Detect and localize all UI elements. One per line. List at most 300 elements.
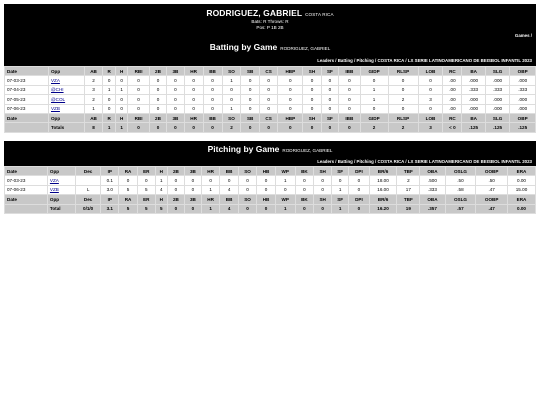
- stat-cell: 0: [388, 104, 418, 113]
- stat-cell: 1: [360, 85, 388, 94]
- batting-table: [4, 66, 536, 133]
- player-positions: Pos: P 1B 2B: [256, 25, 284, 30]
- column-header: R: [103, 67, 115, 76]
- column-header: RBI: [128, 67, 149, 76]
- stat-cell: 0: [167, 176, 184, 185]
- column-header: BA: [462, 67, 485, 76]
- stat-cell: 0: [137, 176, 155, 185]
- stat-cell: 0: [149, 85, 166, 94]
- total-cell: .47: [476, 204, 508, 213]
- total-cell: 2: [388, 123, 418, 132]
- stat-cell: 0: [418, 85, 443, 94]
- table-row: [5, 176, 536, 185]
- column-header: HB: [257, 195, 275, 204]
- stat-cell: 0: [303, 95, 321, 104]
- stat-cell: 0: [259, 95, 277, 104]
- stat-cell: 0: [103, 104, 115, 113]
- stat-cell: 0: [115, 104, 127, 113]
- stat-cell: 5: [119, 185, 137, 194]
- table-row: [5, 185, 536, 194]
- totals-row: [5, 123, 536, 132]
- pitching-title: Pitching by Game RODRIGUEZ, GABRIEL: [207, 144, 333, 154]
- table-row: [5, 95, 536, 104]
- stat-cell: 0: [259, 85, 277, 94]
- date-cell: 07-05-23: [5, 95, 49, 104]
- stat-cell: 0: [275, 185, 295, 194]
- column-header: SF: [332, 167, 349, 176]
- column-header: Dec: [75, 167, 100, 176]
- total-cell: 19: [397, 204, 420, 213]
- total-cell: 4: [220, 204, 238, 213]
- column-header: Date: [5, 67, 49, 76]
- column-header: IBB: [339, 67, 360, 76]
- column-header: Date: [5, 167, 48, 176]
- opponent-link[interactable]: @CHI: [50, 87, 64, 93]
- column-header: R: [103, 113, 115, 122]
- total-cell: 0: [339, 123, 360, 132]
- stat-cell: 15.00: [508, 185, 536, 194]
- stat-cell: 0: [339, 85, 360, 94]
- stat-cell: 0: [303, 76, 321, 85]
- date-cell: 07-03-23: [5, 76, 49, 85]
- totals-label: Totals: [48, 123, 84, 132]
- stat-cell: 0: [314, 176, 332, 185]
- column-header: 2B: [149, 67, 166, 76]
- stat-cell: 1: [275, 176, 295, 185]
- column-header: ERA: [508, 167, 536, 176]
- column-header: HBP: [278, 113, 303, 122]
- total-cell: 0: [259, 123, 277, 132]
- column-header: HB: [257, 167, 275, 176]
- stat-cell: .333: [420, 185, 445, 194]
- column-header: 3B: [167, 67, 184, 76]
- total-cell: 5: [119, 204, 137, 213]
- stat-cell: 0: [339, 76, 360, 85]
- column-header: OBA: [420, 195, 445, 204]
- column-header: BR/6: [369, 195, 397, 204]
- stat-cell: 0: [149, 76, 166, 85]
- stat-cell: 0: [128, 76, 149, 85]
- column-header: Opp: [47, 195, 75, 204]
- stat-cell: .000: [462, 76, 485, 85]
- stat-cell: 4: [220, 185, 238, 194]
- column-header: 2B: [167, 195, 184, 204]
- stat-cell: 1: [222, 104, 241, 113]
- column-header: GIDP: [360, 67, 388, 76]
- stat-cell: 0: [167, 95, 184, 104]
- footer-header-row: [5, 195, 536, 204]
- stat-cell: 17: [397, 185, 420, 194]
- stat-cell: 0: [349, 176, 369, 185]
- totals-spacer: [5, 204, 48, 213]
- column-header: SB: [241, 67, 259, 76]
- stat-cell: .500: [420, 176, 445, 185]
- column-header: HR: [184, 67, 203, 76]
- column-header: HR: [201, 167, 219, 176]
- stat-cell: 0: [167, 185, 184, 194]
- column-header: AB: [84, 67, 103, 76]
- stat-cell: 0: [222, 85, 241, 94]
- total-cell: 1: [332, 204, 349, 213]
- stat-cell: 2: [388, 95, 418, 104]
- column-header: TBF: [397, 167, 420, 176]
- stat-cell: 0: [128, 95, 149, 104]
- stat-cell: 0: [303, 85, 321, 94]
- column-header: BR/6: [369, 167, 397, 176]
- column-header: RC: [443, 113, 462, 122]
- column-header: LOB: [418, 113, 443, 122]
- total-cell: 0: [184, 123, 203, 132]
- column-header: HR: [201, 195, 219, 204]
- column-header: Date: [5, 195, 48, 204]
- column-header: SH: [314, 167, 332, 176]
- column-header: SH: [303, 113, 321, 122]
- stat-cell: 0: [339, 104, 360, 113]
- total-cell: 5: [155, 204, 167, 213]
- player-team: COSTA RICA: [305, 12, 334, 17]
- column-header: SB: [241, 113, 259, 122]
- stat-cell: 0: [259, 76, 277, 85]
- stat-cell: 0: [203, 95, 222, 104]
- pitching-breadcrumb[interactable]: Leaders / Batting / Pitching / COSTA RICA / LX SERIE LATINOAMERICANO DE BEISBOL INFANTIL 2023: [317, 159, 532, 164]
- column-header: BB: [220, 195, 238, 204]
- column-header: SLG: [485, 67, 509, 76]
- batting-breadcrumb[interactable]: Leaders / Batting / Pitching / COSTA RICA / LX SERIE LATINOAMERICANO DE BEISBOL INFANTIL 2023: [317, 58, 532, 63]
- totals-spacer: [5, 123, 49, 132]
- stat-cell: 0: [103, 95, 115, 104]
- column-header: ER: [137, 167, 155, 176]
- stat-cell: .000: [510, 76, 536, 85]
- header-row: [5, 167, 536, 176]
- stat-cell: 0: [295, 185, 313, 194]
- stat-cell: .58: [445, 185, 476, 194]
- footer-header-row: [5, 113, 536, 122]
- date-cell: 07-06-23: [5, 185, 48, 194]
- column-header: SF: [321, 113, 338, 122]
- column-header: AB: [84, 113, 103, 122]
- column-header: RC: [443, 67, 462, 76]
- stat-cell: 0: [278, 95, 303, 104]
- opponent-link[interactable]: VZA: [49, 178, 59, 184]
- stat-cell: 0: [222, 95, 241, 104]
- stat-cell: 1: [84, 104, 103, 113]
- total-cell: 0: [321, 123, 338, 132]
- stat-cell: 3: [84, 85, 103, 94]
- total-cell: 0: [184, 204, 201, 213]
- stat-cell: 0: [184, 76, 203, 85]
- stat-cell: 1: [332, 185, 349, 194]
- total-cell: 1: [103, 123, 115, 132]
- total-cell: 1: [275, 204, 295, 213]
- stat-cell: 0: [321, 85, 338, 94]
- stat-cell: 0: [332, 176, 349, 185]
- total-cell: .125: [485, 123, 509, 132]
- column-header: SF: [332, 195, 349, 204]
- stat-cell: .000: [485, 76, 509, 85]
- total-cell: 1: [115, 123, 127, 132]
- column-header: Date: [5, 113, 49, 122]
- opponent-cell: [47, 176, 75, 185]
- stat-cell: .00: [443, 76, 462, 85]
- stat-cell: 0: [388, 76, 418, 85]
- column-header: WP: [275, 167, 295, 176]
- stat-cell: 0: [388, 85, 418, 94]
- totals-row: [5, 204, 536, 213]
- total-cell: 0: [257, 204, 275, 213]
- opponent-link[interactable]: @COL: [50, 96, 66, 102]
- stat-cell: .333: [485, 85, 509, 94]
- stat-cell: 0: [203, 85, 222, 94]
- stat-cell: 2: [84, 76, 103, 85]
- opponent-link[interactable]: VZB: [50, 106, 60, 112]
- column-header: SH: [303, 67, 321, 76]
- stat-cell: 0: [418, 104, 443, 113]
- column-header: HBP: [278, 67, 303, 76]
- column-header: OBA: [420, 167, 445, 176]
- column-header: SO: [238, 167, 256, 176]
- stat-cell: 0: [119, 176, 137, 185]
- column-header: H: [115, 113, 127, 122]
- total-cell: 0: [278, 123, 303, 132]
- stat-cell: 5: [137, 185, 155, 194]
- stat-cell: 0: [167, 85, 184, 94]
- stat-cell: .333: [510, 85, 536, 94]
- column-header: SH: [314, 195, 332, 204]
- column-header: Opp: [48, 67, 84, 76]
- stat-cell: 0: [257, 176, 275, 185]
- total-cell: 0: [149, 123, 166, 132]
- stat-cell: .000: [462, 95, 485, 104]
- column-header: SLG: [485, 113, 509, 122]
- stat-cell: 0: [238, 185, 256, 194]
- stat-cell: 0: [184, 104, 203, 113]
- total-cell: 1: [201, 204, 219, 213]
- stat-cell: .000: [485, 95, 509, 104]
- stat-cell: 0: [184, 95, 203, 104]
- stat-cell: L: [75, 185, 100, 194]
- stat-cell: 0.00: [508, 176, 536, 185]
- column-header: OBP: [510, 67, 536, 76]
- table-row: [5, 104, 536, 113]
- stat-cell: 0: [203, 76, 222, 85]
- stat-cell: .50: [445, 176, 476, 185]
- column-header: H: [115, 67, 127, 76]
- stat-cell: 0: [257, 185, 275, 194]
- stat-cell: 0: [203, 104, 222, 113]
- opponent-link[interactable]: VZA: [50, 78, 60, 84]
- stat-cell: 4: [155, 185, 167, 194]
- stat-cell: 0: [184, 176, 201, 185]
- stat-cell: 0: [278, 85, 303, 94]
- column-header: SO: [222, 67, 241, 76]
- column-header: BK: [295, 167, 313, 176]
- stat-cell: 3.0: [101, 185, 119, 194]
- total-cell: 0/1/0: [75, 204, 100, 213]
- stat-cell: 0: [241, 95, 259, 104]
- column-header: GIDP: [360, 113, 388, 122]
- total-cell: .57: [445, 204, 476, 213]
- total-cell: 0: [203, 123, 222, 132]
- column-header: 3B: [184, 167, 201, 176]
- stat-cell: 1: [115, 85, 127, 94]
- stat-cell: 0: [128, 85, 149, 94]
- total-cell: 16.20: [369, 204, 397, 213]
- stat-cell: 0: [321, 104, 338, 113]
- column-header: DPI: [349, 195, 369, 204]
- column-header: WP: [275, 195, 295, 204]
- total-cell: 8: [84, 123, 103, 132]
- stat-cell: 0: [241, 76, 259, 85]
- stat-cell: 0: [115, 95, 127, 104]
- stat-cell: 0: [184, 85, 203, 94]
- stat-cell: 0: [303, 104, 321, 113]
- total-cell: .357: [420, 204, 445, 213]
- total-cell: 0: [303, 123, 321, 132]
- date-cell: 07-04-23: [5, 85, 49, 94]
- stat-cell: 0: [278, 104, 303, 113]
- column-header: OBP: [510, 113, 536, 122]
- column-header: RA: [119, 195, 137, 204]
- stat-cell: 0: [103, 76, 115, 85]
- total-cell: < 0: [443, 123, 462, 132]
- opponent-cell: [48, 95, 84, 104]
- total-cell: 0: [295, 204, 313, 213]
- stat-cell: 0: [360, 104, 388, 113]
- total-cell: 0: [167, 204, 184, 213]
- total-cell: 5: [137, 204, 155, 213]
- total-cell: 0.00: [508, 204, 536, 213]
- stat-cell: 0: [259, 104, 277, 113]
- total-cell: .125: [510, 123, 536, 132]
- total-cell: 3.1: [101, 204, 119, 213]
- stat-cell: 0: [167, 76, 184, 85]
- column-header: LOB: [418, 67, 443, 76]
- column-header: BB: [203, 113, 222, 122]
- stat-cell: 0: [314, 185, 332, 194]
- stat-cell: 3: [418, 95, 443, 104]
- stat-cell: .000: [510, 104, 536, 113]
- column-header: Opp: [48, 113, 84, 122]
- stat-cell: [75, 176, 100, 185]
- column-header: OSLG: [445, 167, 476, 176]
- column-header: BB: [203, 67, 222, 76]
- column-header: OSLG: [445, 195, 476, 204]
- column-header: H: [155, 195, 167, 204]
- player-bats-throws: Bats: R Throws: R: [251, 19, 289, 24]
- opponent-cell: [47, 185, 75, 194]
- column-header: RBI: [128, 113, 149, 122]
- column-header: IBB: [339, 113, 360, 122]
- stat-cell: 16.00: [369, 185, 397, 194]
- stat-cell: .00: [443, 95, 462, 104]
- column-header: Dec: [75, 195, 100, 204]
- total-cell: 0: [241, 123, 259, 132]
- stat-cell: 0: [295, 176, 313, 185]
- column-header: H: [155, 167, 167, 176]
- total-cell: 3: [418, 123, 443, 132]
- column-header: SF: [321, 67, 338, 76]
- stat-cell: 1: [155, 176, 167, 185]
- column-header: 2B: [167, 167, 184, 176]
- total-cell: 0: [128, 123, 149, 132]
- column-header: RA: [119, 167, 137, 176]
- column-header: SO: [238, 195, 256, 204]
- column-header: HR: [184, 113, 203, 122]
- stat-cell: 1: [360, 95, 388, 104]
- opponent-cell: [48, 85, 84, 94]
- total-cell: 0: [314, 204, 332, 213]
- column-header: IP: [101, 167, 119, 176]
- column-header: BB: [220, 167, 238, 176]
- stat-cell: 0: [241, 104, 259, 113]
- column-header: RLSP: [388, 113, 418, 122]
- column-header: OOBP: [476, 167, 508, 176]
- date-cell: 07-03-23: [5, 176, 48, 185]
- stat-cell: 1: [201, 185, 219, 194]
- stat-cell: 0: [339, 95, 360, 104]
- column-header: CS: [259, 67, 277, 76]
- column-header: 3B: [167, 113, 184, 122]
- column-header: 3B: [184, 195, 201, 204]
- totals-label: Total: [47, 204, 75, 213]
- total-cell: 2: [360, 123, 388, 132]
- games-link[interactable]: Games /: [514, 33, 532, 38]
- column-header: ERA: [508, 195, 536, 204]
- stat-cell: 0: [149, 104, 166, 113]
- column-header: OOBP: [476, 195, 508, 204]
- stat-cell: 0: [220, 176, 238, 185]
- table-row: [5, 76, 536, 85]
- stat-cell: 0: [149, 95, 166, 104]
- column-header: BA: [462, 113, 485, 122]
- stat-cell: 0: [349, 185, 369, 194]
- stat-cell: .000: [462, 104, 485, 113]
- stat-cell: 0: [238, 176, 256, 185]
- stat-cell: 0: [278, 76, 303, 85]
- column-header: 2B: [149, 113, 166, 122]
- opponent-cell: [48, 76, 84, 85]
- column-header: RLSP: [388, 67, 418, 76]
- stat-cell: 0: [321, 76, 338, 85]
- pitching-table: [4, 166, 536, 214]
- stat-cell: 0: [115, 76, 127, 85]
- stat-cell: 0: [201, 176, 219, 185]
- stat-cell: .47: [476, 185, 508, 194]
- column-header: DPI: [349, 167, 369, 176]
- total-cell: 0: [238, 204, 256, 213]
- stat-cell: 0: [321, 95, 338, 104]
- stat-cell: .000: [510, 95, 536, 104]
- column-header: IP: [101, 195, 119, 204]
- opponent-cell: [48, 104, 84, 113]
- stat-cell: .000: [485, 104, 509, 113]
- stat-cell: 0: [167, 104, 184, 113]
- column-header: CS: [259, 113, 277, 122]
- stat-cell: 18.00: [369, 176, 397, 185]
- total-cell: 0: [349, 204, 369, 213]
- opponent-link[interactable]: VZB: [49, 187, 59, 193]
- column-header: TBF: [397, 195, 420, 204]
- stat-cell: 2: [84, 95, 103, 104]
- date-cell: 07-06-23: [5, 104, 49, 113]
- column-header: ER: [137, 195, 155, 204]
- header-row: [5, 67, 536, 76]
- total-cell: 0: [167, 123, 184, 132]
- stat-cell: 0: [418, 76, 443, 85]
- stat-cell: .00: [443, 104, 462, 113]
- player-name: RODRIGUEZ, GABRIEL COSTA RICA: [206, 8, 334, 18]
- batting-title: Batting by Game RODRIGUEZ, GABRIEL: [209, 42, 331, 52]
